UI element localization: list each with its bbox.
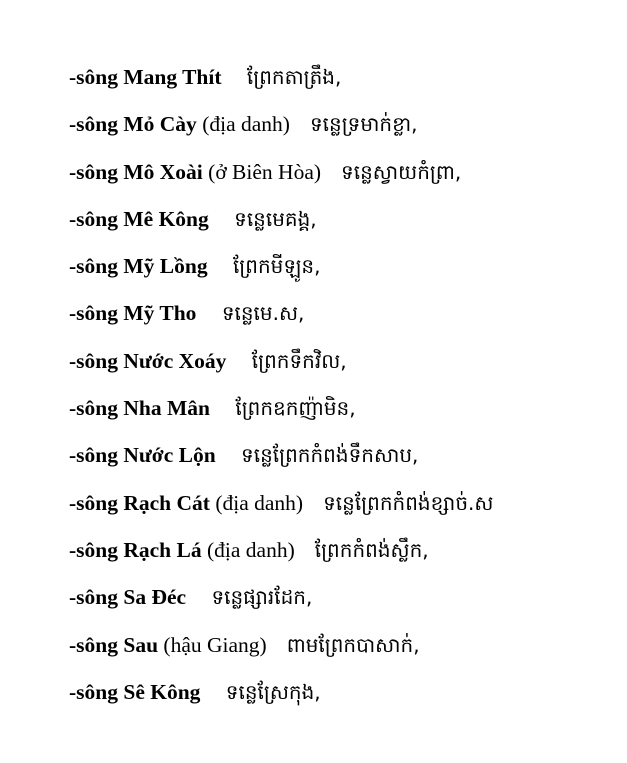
vietnamese-term: -sông Mỹ Tho xyxy=(69,301,197,326)
list-item xyxy=(69,389,493,436)
list-item xyxy=(69,531,493,578)
vietnamese-term: -sông Mê Kông xyxy=(69,206,209,231)
khmer-translation: ទន្លេមេគង្គ, xyxy=(234,206,317,231)
khmer-translation: ព្រែកឧកញ៉ាមិន, xyxy=(235,396,356,421)
vietnamese-term: -sông Sau xyxy=(69,632,159,657)
list-item xyxy=(69,626,493,673)
list-item xyxy=(69,247,493,294)
vietnamese-term: -sông Nước Xoáy xyxy=(69,348,227,373)
term-note: (hậu Giang) xyxy=(163,632,267,657)
list-item xyxy=(69,294,493,341)
list-item xyxy=(69,200,493,247)
khmer-translation: ពាមព្រែកបាសាក់, xyxy=(286,632,420,657)
vietnamese-term: -sông Nước Lộn xyxy=(69,443,216,468)
term-note: (địa danh) xyxy=(202,112,290,137)
vietnamese-term: -sông Nha Mân xyxy=(69,396,210,421)
khmer-translation: ព្រែកកំពង់ស្លឹក, xyxy=(314,537,429,562)
vietnamese-term: -sông Mang Thít xyxy=(69,65,222,89)
list-item xyxy=(69,436,493,483)
khmer-translation: ទន្លេព្រែកកំពង់ខ្សាច់.ស xyxy=(323,490,494,515)
list-item xyxy=(69,105,493,152)
term-note: (địa danh) xyxy=(215,490,304,515)
khmer-translation: ព្រែកតាត្រឹង, xyxy=(246,65,342,89)
term-note: (ở Biên Hòa) xyxy=(208,159,322,184)
khmer-translation: ទន្លេព្រែកកំពង់ទឹកសាប, xyxy=(241,443,419,468)
khmer-translation: ព្រែកទឹកវិល, xyxy=(251,348,347,373)
khmer-translation: ទន្លេទ្រមាក់ខ្លា, xyxy=(309,112,418,137)
vietnamese-term: -sông Mô Xoài xyxy=(69,159,203,184)
term-note: (địa danh) xyxy=(206,537,295,562)
list-item xyxy=(69,342,493,389)
list-item xyxy=(69,58,493,105)
vietnamese-term: -sông Sê Kông xyxy=(69,679,201,704)
vietnamese-term: -sông Rạch Lá xyxy=(69,537,202,562)
vietnamese-term: -sông Rạch Cát xyxy=(69,490,210,515)
list-item xyxy=(69,153,493,200)
khmer-translation: ទន្លេផ្សារដែក, xyxy=(211,585,313,610)
khmer-translation: ព្រែកមីឡូន, xyxy=(232,254,321,279)
list-item xyxy=(69,484,493,531)
khmer-translation: ទន្លេស្រែកុង, xyxy=(225,679,321,704)
khmer-translation: ទន្លេមេ.ស, xyxy=(221,301,305,326)
vietnamese-term: -sông Mỏ Cày xyxy=(69,112,197,137)
vietnamese-term: -sông Sa Đéc xyxy=(69,585,187,610)
list-item xyxy=(69,673,493,720)
vietnamese-term: -sông Mỹ Lồng xyxy=(69,254,208,279)
list-item xyxy=(69,578,493,625)
river-glossary-list xyxy=(69,58,493,720)
khmer-translation: ទន្លេស្វាយកំព្រា, xyxy=(341,159,462,184)
